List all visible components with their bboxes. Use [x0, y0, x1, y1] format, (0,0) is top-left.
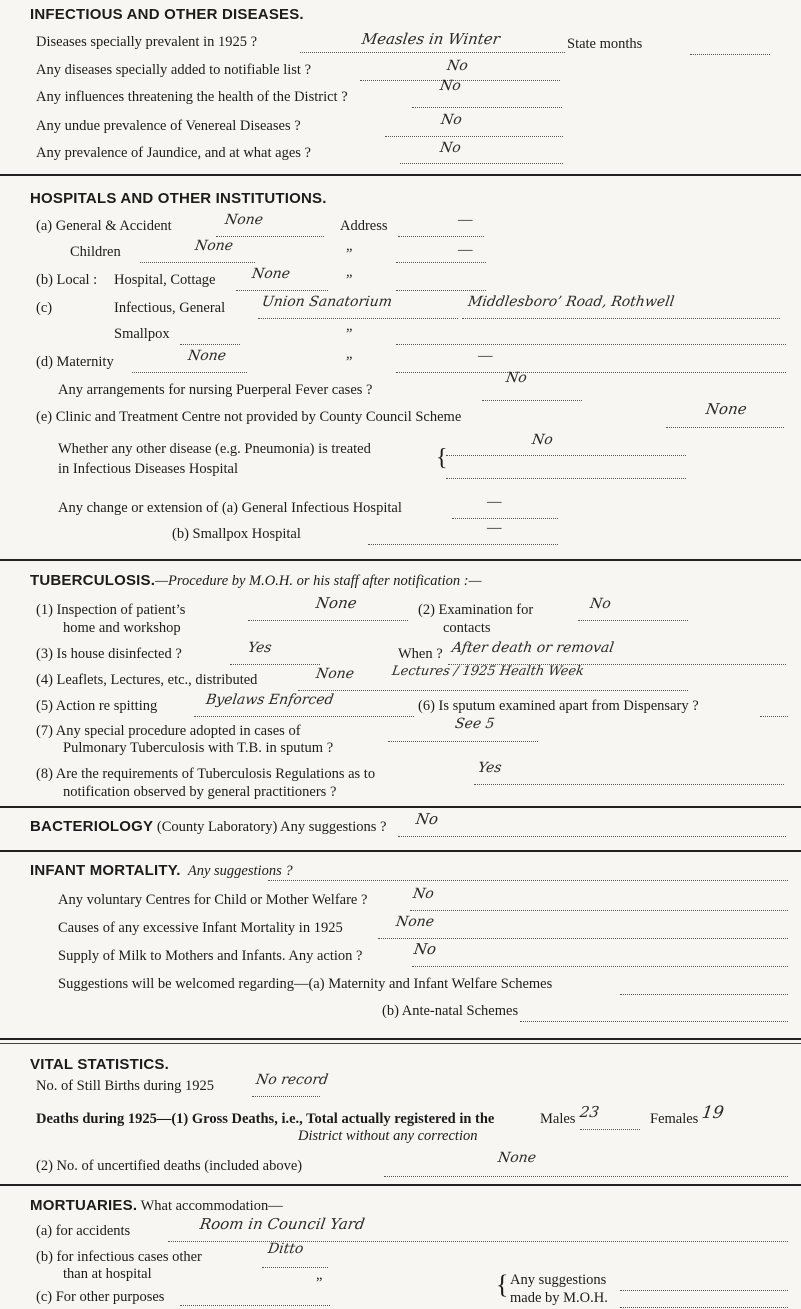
tb-a3-when: After death or removal [450, 640, 615, 656]
vital-heading: VITAL STATISTICS. [30, 1056, 169, 1073]
tb-q8b: notification observed by general practitioners ? [63, 784, 337, 800]
q-pneumonia-1: Whether any other disease (e.g. Pneumonia) is treated [58, 441, 371, 457]
mort-a-value: Room in Council Yard [198, 1215, 366, 1233]
mort-heading-row [30, 1197, 283, 1215]
mort-c-value: ” [316, 1275, 323, 1291]
tb-q7b: Pulmonary Tuberculosis with T.B. in sputum ? [63, 740, 334, 756]
q-puerperal: Any arrangements for nursing Puerperal Fever cases ? [58, 382, 373, 398]
hosp-d-value: None [186, 348, 228, 364]
a-clinic: None [704, 400, 748, 418]
mort-what: What accommodation— [140, 1198, 283, 1214]
q-uncertified: (2) No. of uncertified deaths (included above) [36, 1158, 303, 1174]
hosp-a-label: (a) General & Accident [36, 218, 172, 234]
bact-row [30, 818, 386, 836]
a-prevalent: Measles in Winter [360, 30, 502, 48]
females-label: Females [650, 1111, 699, 1127]
tb-a5: Byelaws Enforced [204, 692, 335, 708]
tb-q3-when: When ? [398, 646, 443, 662]
mort-heading: MORTUARIES. [30, 1197, 138, 1214]
q-jaundice: Any prevalence of Jaundice, and at what ages ? [36, 145, 311, 161]
q-causes: Causes of any excessive Infant Mortality in 1925 [58, 920, 343, 936]
tb-q2: (2) Examination for [418, 602, 534, 618]
smallpox-label: Smallpox [114, 326, 170, 342]
mort-b-value: Ditto [266, 1241, 305, 1257]
males-value: 23 [578, 1103, 601, 1121]
a-milk: No [412, 940, 438, 958]
q-prevalent-suffix: State months [567, 36, 643, 52]
mort-b-label: (b) for infectious cases other [36, 1249, 202, 1265]
tb-a1: None [314, 594, 358, 612]
a-puerperal: No [504, 370, 528, 386]
hosp-c-label: (c) [36, 300, 53, 316]
tb-heading: TUBERCULOSIS. [30, 572, 156, 589]
deaths-1: Deaths during 1925—(1) Gross Deaths, i.e., Total actually registered in the [36, 1111, 495, 1127]
tb-q6: (6) Is sputum examined apart from Dispensary ? [418, 698, 699, 714]
ditto-3: ” [346, 326, 353, 342]
q-milk: Supply of Milk to Mothers and Infants. Any action ? [58, 948, 363, 964]
infectious-heading: INFECTIOUS AND OTHER DISEASES. [30, 6, 304, 23]
hosp-c-address: Middlesboro’ Road, Rothwell [466, 294, 676, 310]
tb-a3: Yes [246, 640, 273, 656]
ditto-2: ” [346, 272, 353, 288]
q-influences: Any influences threatening the health of the District ? [36, 89, 348, 105]
hosp-b-text: Hospital, Cottage [114, 272, 216, 288]
a-notifiable: No [445, 58, 469, 74]
q-clinic: (e) Clinic and Treatment Centre not provided by County Council Scheme [36, 409, 462, 425]
tb-q1: (1) Inspection of patient’s [36, 602, 186, 618]
suggest-2: made by M.O.H. [510, 1290, 608, 1306]
tb-a4-note: Lectures / 1925 Health Week [390, 664, 585, 679]
infant-suggestions-b: (b) Ante-natal Schemes [382, 1003, 519, 1019]
hosp-c-value: Union Sanatorium [260, 294, 394, 310]
tb-q1b: home and workshop [63, 620, 181, 636]
ditto-1: ” [346, 246, 353, 262]
tb-a4: None [314, 666, 356, 682]
ditto-4: ” [346, 354, 353, 370]
tb-a2: No [588, 596, 612, 612]
infant-heading-row [30, 862, 293, 880]
tb-q2b: contacts [443, 620, 491, 636]
tb-q7: (7) Any special procedure adopted in cases of [36, 723, 301, 739]
infant-suggestions: Suggestions will be welcomed regarding—(a) Maternity and Infant Welfare Schemes [58, 976, 553, 992]
a-venereal: No [439, 112, 463, 128]
hosp-c-text: Infectious, General [114, 300, 226, 316]
bact-text: (County Laboratory) Any suggestions ? [156, 819, 387, 835]
tb-q3: (3) Is house disinfected ? [36, 646, 182, 662]
a-centres: No [411, 886, 435, 902]
a-causes: None [394, 914, 436, 930]
hosp-a-value: None [223, 212, 265, 228]
a-stillbirths: No record [254, 1072, 330, 1088]
q-pneumonia-2: in Infectious Diseases Hospital [58, 461, 239, 477]
q-change-b: (b) Smallpox Hospital [172, 526, 301, 542]
section-rule [0, 174, 801, 176]
q-prevalent: Diseases specially prevalent in 1925 ? [36, 34, 258, 50]
infant-heading: INFANT MORTALITY. [30, 862, 181, 879]
tb-q5: (5) Action re spitting [36, 698, 158, 714]
q-venereal: Any undue prevalence of Venereal Diseases ? [36, 118, 301, 134]
females-value: 19 [700, 1103, 726, 1123]
tb-a7: See 5 [453, 716, 496, 732]
q-stillbirths: No. of Still Births during 1925 [36, 1078, 215, 1094]
q-notifiable: Any diseases specially added to notifiable list ? [36, 62, 312, 78]
hosp-d-label: (d) Maternity [36, 354, 114, 370]
suggest-1: Any suggestions [510, 1272, 607, 1288]
tb-heading-row [30, 572, 481, 590]
mort-c-label: (c) For other purposes [36, 1289, 165, 1305]
a-pneumonia: No [530, 432, 554, 448]
bact-answer: No [414, 810, 440, 828]
deaths-sub: District without any correction [298, 1128, 478, 1144]
hosp-b-label: (b) Local : [36, 272, 98, 288]
address-label: Address [340, 218, 388, 234]
males-label: Males [540, 1111, 576, 1127]
infant-sub: Any suggestions ? [187, 863, 293, 879]
a-jaundice: No [438, 140, 462, 156]
a-uncertified: None [496, 1150, 538, 1166]
hospitals-heading: HOSPITALS AND OTHER INSTITUTIONS. [30, 190, 327, 207]
tb-subheading: —Procedure by M.O.H. or his staff after notification :— [155, 573, 482, 589]
bact-heading: BACTERIOLOGY [30, 818, 154, 835]
children-value: None [193, 238, 235, 254]
tb-q8: (8) Are the requirements of Tuberculosis Regulations as to [36, 766, 376, 782]
a-influences: No [438, 78, 462, 94]
tb-q4: (4) Leaflets, Lectures, etc., distributed [36, 672, 258, 688]
mort-b-label2: than at hospital [63, 1266, 152, 1282]
tb-a8: Yes [476, 760, 503, 776]
hosp-b-value: None [250, 266, 292, 282]
children-label: Children [70, 244, 121, 260]
q-centres: Any voluntary Centres for Child or Mother Welfare ? [58, 892, 368, 908]
q-change: Any change or extension of (a) General Infectious Hospital [58, 500, 402, 516]
mort-a-label: (a) for accidents [36, 1223, 131, 1239]
